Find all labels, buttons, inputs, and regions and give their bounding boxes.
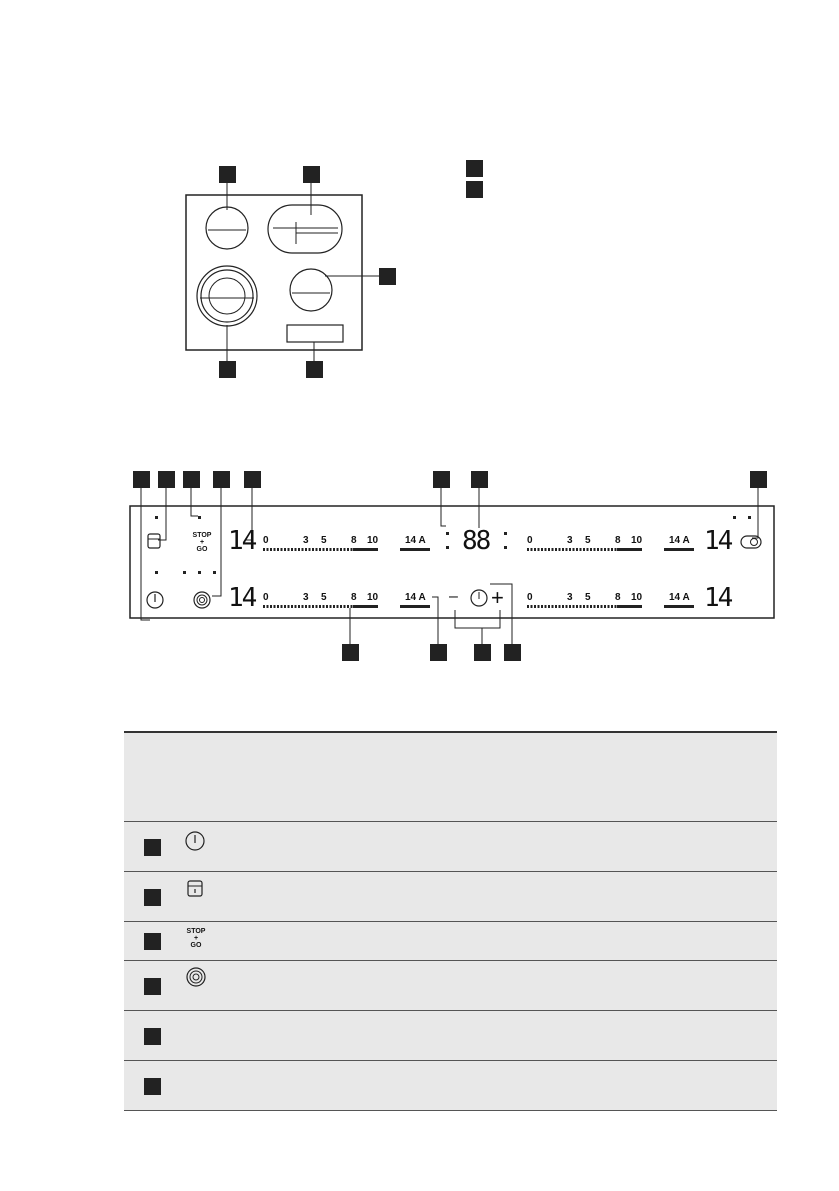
key-square bbox=[144, 978, 161, 995]
scale-label: 14 A bbox=[405, 535, 426, 546]
zone-display-front-left: 14 bbox=[228, 526, 256, 556]
scale-label: 10 bbox=[631, 592, 643, 603]
scale-label: 8 bbox=[351, 535, 357, 546]
scale-label: 8 bbox=[615, 535, 621, 546]
key-square bbox=[144, 839, 161, 856]
timer-display: 88 bbox=[462, 526, 490, 556]
key-square bbox=[144, 889, 161, 906]
zone-display-rear-right: 14 bbox=[704, 583, 732, 613]
scale-label: 3 bbox=[303, 535, 309, 546]
table-header-row bbox=[124, 732, 777, 822]
scale-label: 10 bbox=[367, 592, 379, 603]
scale-label: 10 bbox=[367, 535, 379, 546]
scale-label: 0 bbox=[527, 535, 533, 546]
stop-go-label[interactable] bbox=[190, 532, 214, 553]
table-row bbox=[124, 872, 777, 922]
scale-label: 8 bbox=[351, 592, 357, 603]
plus-text: + bbox=[193, 935, 199, 942]
scale-label: 3 bbox=[567, 535, 573, 546]
scale-label: 10 bbox=[631, 535, 643, 546]
key-square bbox=[144, 933, 161, 950]
table-row bbox=[124, 922, 777, 961]
timer-minus-button[interactable]: – bbox=[449, 588, 458, 605]
scale-label: 0 bbox=[263, 592, 269, 603]
stop-text: STOP bbox=[192, 532, 212, 539]
lock-icon bbox=[187, 880, 209, 902]
zone-display-rear-left: 14 bbox=[228, 583, 256, 613]
scale-label: 8 bbox=[615, 592, 621, 603]
scale-label: 3 bbox=[567, 592, 573, 603]
go-text: GO bbox=[190, 942, 202, 949]
table-row bbox=[124, 961, 777, 1011]
power-icon bbox=[184, 830, 206, 852]
scale-label: 0 bbox=[527, 592, 533, 603]
table-row bbox=[124, 822, 777, 872]
scale-label: 0 bbox=[263, 535, 269, 546]
stop-go-icon bbox=[184, 928, 208, 949]
go-text: GO bbox=[196, 546, 208, 553]
scale-label: 14 A bbox=[669, 535, 690, 546]
key-square bbox=[144, 1078, 161, 1095]
key-table bbox=[124, 731, 777, 1111]
scale-label: 14 A bbox=[669, 592, 690, 603]
scale-label: 5 bbox=[585, 592, 591, 603]
scale-label: 5 bbox=[321, 592, 327, 603]
table-row bbox=[124, 1061, 777, 1111]
zone-display-front-right: 14 bbox=[704, 526, 732, 556]
table-row bbox=[124, 1011, 777, 1061]
timer-plus-button[interactable]: + bbox=[491, 585, 504, 610]
stop-text: STOP bbox=[186, 928, 206, 935]
bridge-icon bbox=[186, 967, 208, 989]
scale-label: 3 bbox=[303, 592, 309, 603]
key-square bbox=[144, 1028, 161, 1045]
scale-label: 5 bbox=[321, 535, 327, 546]
scale-label: 14 A bbox=[405, 592, 426, 603]
scale-label: 5 bbox=[585, 535, 591, 546]
plus-text: + bbox=[199, 539, 205, 546]
